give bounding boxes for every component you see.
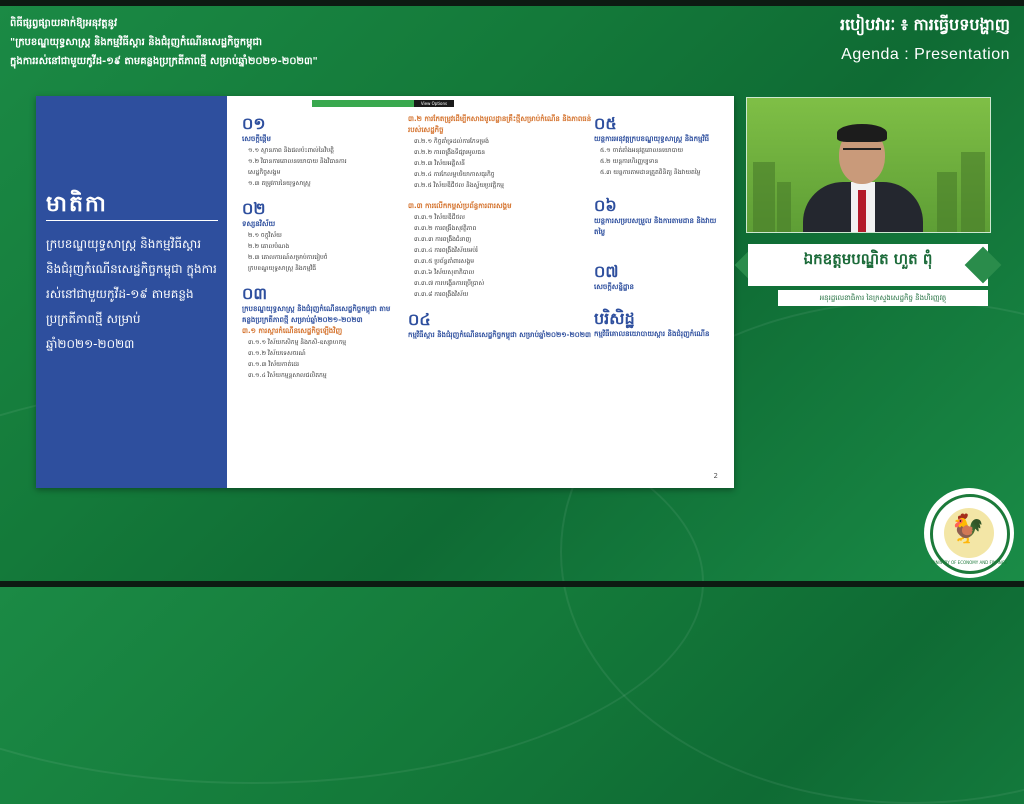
section-number: ០៧ (594, 262, 619, 281)
section-heading: សេចក្តីផ្តើម (242, 135, 271, 143)
section-item: ២.១ ចក្ខុវិស័យ (248, 232, 282, 239)
speaker-role: អនុរដ្ឋលេខាធិការ នៃក្រសួងសេដ្ឋកិច្ច និងហិរញ្ញវត្ថុ (778, 290, 988, 306)
section-item: ៣.៣.៨ ការពង្រឹងវិស័យ (414, 291, 469, 298)
section-item: ក្របខណ្ឌយុទ្ធសាស្ត្រ និងកម្មវិធី (248, 265, 317, 272)
section-item: ៣.២.៤ ការកែលម្អបរិយាកាសធុរកិច្ច (414, 171, 495, 178)
agenda-title-english: Agenda : Presentation (841, 46, 1010, 63)
toc-section (594, 114, 724, 178)
toc-subtitle: ក្របខណ្ឌយុទ្ធសាស្ត្រ និងកម្មវិធីស្តារ និងជំរុញកំណើនសេដ្ឋកិច្ចកម្ពុជា ក្នុងការរស់នៅជាមួយកូវីដ-១៩ តាមគន្លងប្រក្រតីភាពថ្មី សម្រាប់ឆ្នាំ២០២១-២០២៣ (46, 237, 217, 351)
section-heading: កម្មវិធីស្តារ និងជំរុញកំណើនសេដ្ឋកិច្ចកម្ពុជា សម្រាប់ឆ្នាំ២០២១-២០២៣ (408, 331, 591, 339)
toc-divider (46, 220, 218, 221)
section-item: ៣.៣.៥ ប្រព័ន្ធគាំពារសង្គម (414, 258, 475, 265)
toc-column-3 (594, 114, 724, 350)
section-item: ៥.១ ចាត់តាំងអនុវត្តគោលនយោបាយ (600, 147, 684, 154)
section-heading: យន្តការសម្របសម្រួល និងការតាមដាន និងវាយតម្លៃ (594, 217, 717, 236)
section-item: សេដ្ឋកិច្ចសង្គម (248, 169, 281, 176)
top-frame-bar (0, 0, 1024, 6)
section-heading: កម្មវិធីគោលនយោបាយស្តារ និងជំរុញកំណើន (594, 330, 710, 338)
background-building (753, 162, 775, 232)
speaker-tie (858, 190, 866, 232)
toc-section (408, 310, 594, 341)
section-item: ៣.៣.១ វិស័យឌីជីថល (414, 214, 465, 221)
section-item: ៣.៣.៧ ការបង្កើនការប្រើប្រាស់ (414, 280, 485, 287)
section-number: ០៤ (408, 310, 431, 329)
section-number: ០១ (242, 114, 266, 133)
zoom-viewing-label: You are viewing Zoom (318, 111, 363, 116)
section-item: ៣.១.២ វិស័យទេសចរណ៍ (248, 350, 306, 357)
toc-section (242, 114, 402, 189)
section-item: ៣.២.២ ការពង្រឹងទីផ្សារមូលធន (414, 149, 486, 156)
slide-page-number: 2 (713, 472, 718, 480)
section-item: ៣.១.៤ វិស័យកម្មន្តសាលផលិតកម្ម (248, 372, 327, 379)
toc-section (594, 309, 724, 340)
view-options-button[interactable]: View Options (414, 100, 454, 107)
toc-section (242, 199, 402, 274)
section-item: ៥.២ យន្តការហិរញ្ញប្បទាន (600, 158, 659, 165)
bottom-frame-bar (0, 581, 1024, 587)
speaker-glasses (843, 148, 881, 156)
section-item: ៥.៣ យន្តការតាមដានត្រួតពិនិត្យ និងវាយតម្លៃ (600, 169, 701, 176)
section-item: ១.៣ តម្រូវការនៃយុទ្ធសាស្ត្រ (248, 180, 311, 187)
section-item: ៣.៣.៣ ការពង្រឹងជំនាញ (414, 236, 472, 243)
section-heading: យន្តការអនុវត្តក្របខណ្ឌយុទ្ធសាស្ត្រ និងកម្មវិធី (594, 135, 710, 143)
speaker-video-feed (746, 97, 991, 233)
toc-section (408, 201, 594, 300)
toc-column-2 (408, 114, 594, 351)
event-title-line: ពិធីផ្សព្វផ្សាយដាក់ឱ្យអនុវត្តនូវ (10, 18, 118, 29)
background-building (937, 172, 957, 232)
subsection-heading: ៣.១ ការស្តារកំណើនសេដ្ឋកិច្ចឡើងវិញ (242, 327, 343, 335)
background-building (777, 182, 791, 232)
toc-column-1 (242, 114, 402, 391)
toc-section (594, 262, 724, 293)
section-item: ៣.២.៥ វិស័យឌីជីថល និងស្វ័យប្រវត្តិកម្ម (414, 182, 504, 189)
section-item: ៣.២.៣ វិស័យអគ្គិសនី (414, 160, 465, 167)
event-title-line: ក្នុងការរស់នៅជាមួយកូវីដ-១៩ តាមគន្លងប្រក្រតីភាពថ្មី សម្រាប់ឆ្នាំ២០២១-២០២៣" (10, 56, 318, 67)
section-number: ០២ (242, 199, 266, 218)
event-title (10, 14, 430, 71)
subsection-heading: ៣.៣ ការលើកកម្ពស់ប្រព័ន្ធការពារសង្គម (408, 202, 512, 210)
toc-section (242, 284, 402, 381)
logo-caption: MINISTRY OF ECONOMY AND FINANCE (930, 560, 1008, 565)
subsection-heading: ៣.២ ការកែតម្រូវដើម្បីកសាងមូលដ្ឋានគ្រឹះថ្មីសម្រាប់កំណើន និងភាពធន់ របស់សេដ្ឋកិច្ច (408, 115, 592, 134)
section-heading: សេចក្តីសន្និដ្ឋាន (594, 283, 634, 291)
event-title-line: "ក្របខណ្ឌយុទ្ធសាស្ត្រ និងកម្មវិធីស្តារ និងជំរុញកំណើនសេដ្ឋកិច្ចកម្ពុជា (10, 37, 263, 48)
section-item: ៣.២.១ កិច្ចគាំទ្រដល់ការកែទម្រង់ (414, 138, 489, 145)
speaker-hair (837, 124, 887, 142)
section-item: ១.១ ស្ថានភាព និងផលប៉ះពាល់នៃវិបត្តិ (248, 147, 334, 154)
rooster-icon: 🐓 (950, 512, 985, 545)
ministry-logo (924, 488, 1014, 578)
agenda-title-khmer: របៀបវារៈ ៖ ការធ្វើបទបង្ហាញ (839, 15, 1010, 34)
background-building (961, 152, 985, 232)
section-number: ០៦ (594, 196, 617, 215)
section-number: បរិសិដ្ឋ (594, 309, 635, 328)
toc-section (408, 114, 594, 191)
toc-title: មាតិកា (46, 192, 108, 217)
section-item: ១.២ វិធានការគោលនយោបាយ និងវិធានការ (248, 158, 347, 165)
section-item: ៣.៣.២ ការពង្រឹងសុវត្ថិភាព (414, 225, 477, 232)
section-item: ៣.១.១ វិស័យកសិកម្ម និងកសិ-ឧស្សាហកម្ម (248, 339, 347, 346)
speaker-name: ឯកឧត្តមបណ្ឌិត ហួត ពុំ (803, 250, 933, 268)
section-item: ២.២ គោលបំណង (248, 243, 290, 250)
section-number: ០៥ (594, 114, 617, 133)
section-item: ៣.១.៣ វិស័យកាត់ដេរ (248, 361, 299, 368)
slide-toc-panel (36, 96, 227, 488)
shared-slide (36, 96, 734, 488)
section-number: ០៣ (242, 284, 267, 303)
section-heading: ក្របខណ្ឌយុទ្ធសាស្ត្រ និងជំរុញកំណើនសេដ្ឋកិច្ចកម្ពុជា តាមគន្លងប្រក្រតីភាពថ្មី សម្រាប់ឆ្នាំ២០២១-២០២៣ (242, 305, 391, 324)
section-item: ៣.៣.៦ វិស័យសុខាភិបាល (414, 269, 475, 276)
section-item: ២.៣ គោលការណ៍សម្រាប់ការរៀបចំ (248, 254, 328, 261)
section-item: ៣.៣.៤ ការពង្រឹងវិស័យអប់រំ (414, 247, 478, 254)
toc-section (594, 196, 724, 238)
section-heading: ទស្សនវិស័យ (242, 220, 276, 228)
